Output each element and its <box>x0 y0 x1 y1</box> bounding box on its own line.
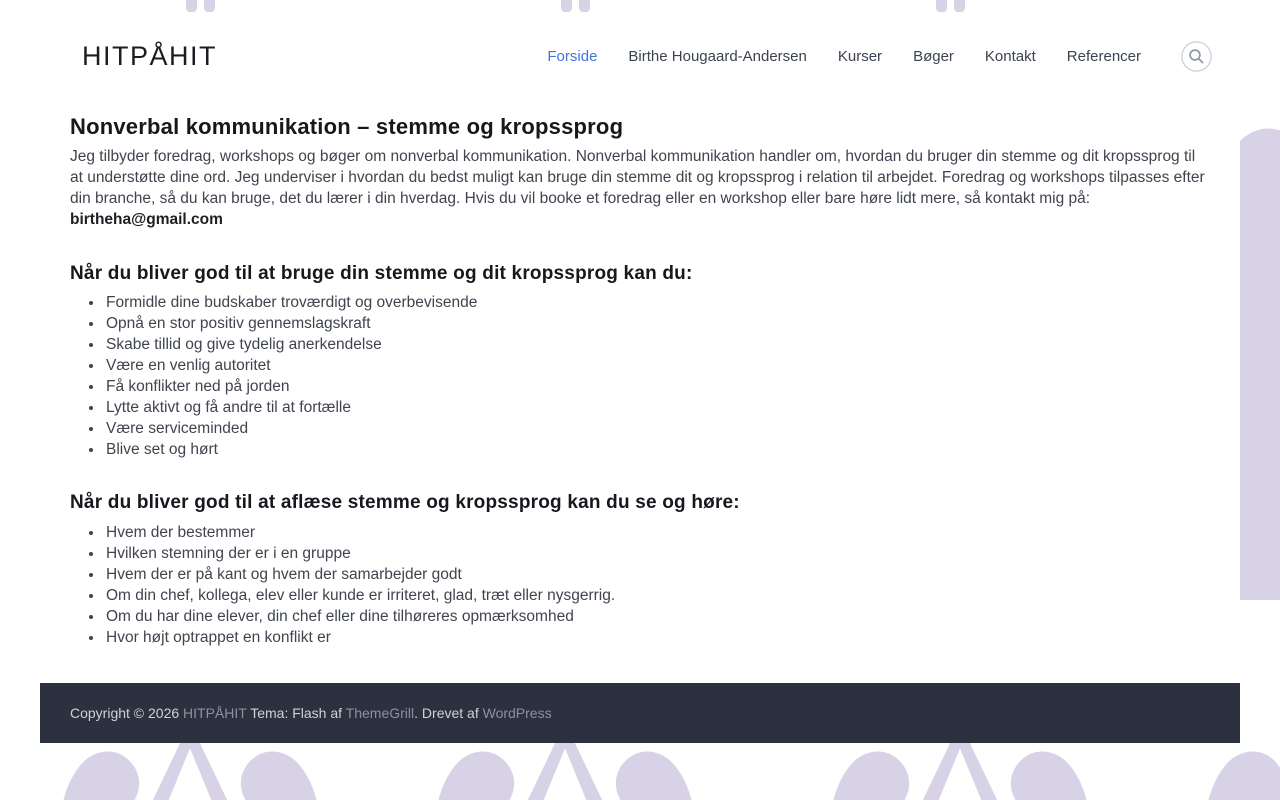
site-logo[interactable]: HITPÅHIT <box>82 40 218 71</box>
main-nav <box>547 48 1141 65</box>
footer-text <box>70 704 1210 722</box>
list-item: • Blive set og hørt <box>104 439 1210 460</box>
section-voice-use <box>70 262 1210 461</box>
footer-wordpress-link[interactable]: WordPress <box>482 705 552 722</box>
search-icon <box>1181 41 1212 72</box>
list-item: • Hvem der er på kant og hvem der samarbejder godt <box>104 564 1210 585</box>
powered-text: . Drevet af <box>414 705 483 722</box>
list-item: • Lytte aktivt og få andre til at fortælle <box>104 397 1210 418</box>
footer-themegrill-link[interactable]: ThemeGrill <box>345 705 415 722</box>
list-item: • Skabe tillid og give tydelig anerkendelse <box>104 334 1210 355</box>
section-heading: Når du bliver god til at aflæse stemme og kropssprog kan du se og høre: <box>70 492 740 514</box>
main-content <box>40 100 1240 664</box>
list-item: • Om du har dine elever, din chef eller dine tilhøreres opmærksomhed <box>104 606 1210 627</box>
bullet-list <box>70 522 1210 648</box>
nav-item[interactable]: Bøger <box>913 47 954 65</box>
nav-item[interactable]: Kontakt <box>984 47 1036 65</box>
list-item: • Få konflikter ned på jorden <box>104 376 1210 397</box>
nav-item[interactable]: Kurser <box>837 47 883 65</box>
site-header <box>40 12 1240 100</box>
contact-email: birtheha@gmail.com <box>70 210 223 228</box>
search-button[interactable] <box>1181 41 1212 72</box>
list-item: • Formidle dine budskaber troværdigt og overbevisende <box>104 292 1210 313</box>
list-item: • Om din chef, kollega, elev eller kunde er irriteret, glad, træt eller nysgerrig. <box>104 585 1210 606</box>
nav-item[interactable]: Forside <box>547 47 598 65</box>
section-heading: Når du bliver god til at bruge din stemme og dit kropssprog kan du: <box>70 262 693 284</box>
nav-item[interactable]: Referencer <box>1066 47 1141 65</box>
section-voice-read <box>70 491 1210 648</box>
list-item: • Være serviceminded <box>104 418 1210 439</box>
footer-site-link[interactable]: HITPÅHIT <box>183 705 247 722</box>
intro-paragraph <box>70 147 1210 230</box>
page-container <box>40 12 1240 743</box>
copyright-text: Copyright © 2026 <box>70 705 184 722</box>
list-item: • Være en venlig autoritet <box>104 355 1210 376</box>
list-item: • Hvilken stemning der er i en gruppe <box>104 543 1210 564</box>
list-item: • Opnå en stor positiv gennemslagskraft <box>104 313 1210 334</box>
site-footer <box>40 683 1240 743</box>
nav-item[interactable]: Birthe Hougaard-Andersen <box>628 47 807 65</box>
list-item: • Hvem der bestemmer <box>104 522 1210 543</box>
page-title: Nonverbal kommunikation – stemme og kropssprog <box>70 114 624 139</box>
theme-text: Tema: Flash af <box>246 705 346 722</box>
header-right <box>547 41 1212 72</box>
bullet-list <box>70 292 1210 460</box>
list-item: • Hvor højt optrappet en konflikt er <box>104 627 1210 648</box>
intro-text: Jeg tilbyder foredrag, workshops og bøger om nonverbal kommunikation. Nonverbal kommunikation handler om, hvordan du bruger din stemme og dit kropssprog til at understøtte dine ord. Jeg underviser i hvordan du bedst muligt kan bruge din stemme dit og kropssprog i relation til arbejdet. Foredrag og workshops tilpasses efter din branche, så du kan bruge, det du lærer i din hverdag. Hvis du vil booke et foredrag eller en workshop eller bare høre lidt mere, så kontakt mig på: <box>70 148 1205 207</box>
